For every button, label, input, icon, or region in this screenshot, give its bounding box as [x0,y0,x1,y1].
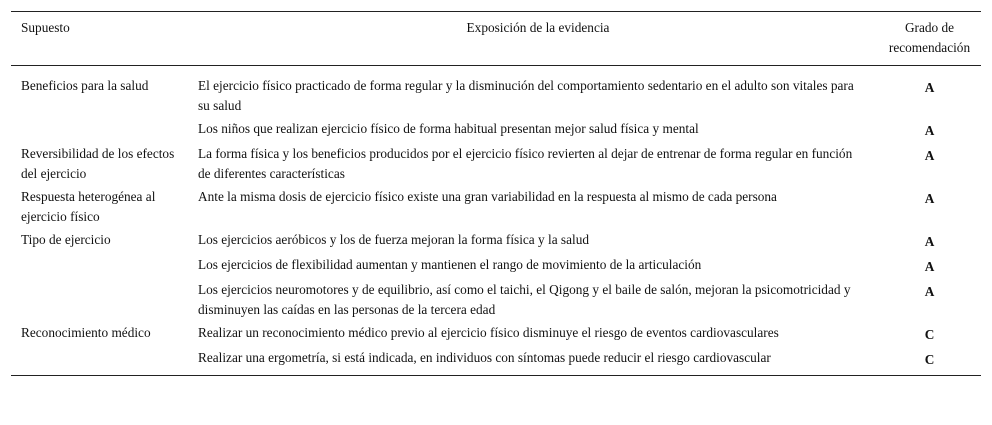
cell-grado [878,117,981,142]
cell-supuesto [11,117,198,142]
table-row [11,228,981,253]
cell-grado [878,185,981,228]
cell-exposicion: La forma física y los beneficios producidos por el ejercicio físico revierten al dejar de entrenar de forma regular en función de diferentes características [198,146,853,181]
cell-supuesto: Beneficios para la salud [21,78,149,93]
cell-supuesto: Respuesta heterogénea al ejercicio físico [21,189,156,224]
header-grado-line1: Grado de [904,20,955,35]
cell-grado [878,346,981,376]
cell-exposicion: El ejercicio físico practicado de forma regular y la disminución del comportamiento sedentario en el adulto son vitales para su salud [198,78,854,113]
cell-grado [878,253,981,278]
cell-grado [878,66,981,118]
table-row [11,253,981,278]
table-row [11,117,981,142]
cell-supuesto: Reversibilidad de los efectos del ejercicio [21,146,175,181]
grade-value: A [924,191,935,206]
evidence-table-container [11,11,981,376]
header-grado [878,12,981,66]
grade-value: A [924,148,935,163]
grade-value: A [924,80,935,95]
grade-value: A [924,123,935,138]
cell-exposicion: Los ejercicios de flexibilidad aumentan y mantienen el rango de movimiento de la articulación [198,257,702,272]
cell-exposicion: Los niños que realizan ejercicio físico de forma habitual presentan mejor salud física y mental [198,121,699,136]
cell-exposicion: Los ejercicios aeróbicos y los de fuerza mejoran la forma física y la salud [198,232,589,247]
header-exposicion: Exposición de la evidencia [466,20,610,35]
table-row [11,142,981,185]
table-body [11,66,981,376]
header-supuesto: Supuesto [21,20,70,35]
cell-supuesto: Tipo de ejercicio [21,232,111,247]
table-row [11,346,981,376]
grade-value: A [924,284,935,299]
cell-exposicion: Ante la misma dosis de ejercicio físico existe una gran variabilidad en la respuesta al mismo de cada persona [198,189,777,204]
table-header [11,12,981,66]
cell-supuesto: Reconocimiento médico [21,325,151,340]
header-row [11,12,981,66]
cell-grado [878,228,981,253]
table-row [11,321,981,346]
cell-grado [878,142,981,185]
grade-value: A [924,259,935,274]
table-row [11,185,981,228]
evidence-table [11,11,981,376]
grade-value: C [924,327,935,342]
cell-grado [878,278,981,321]
cell-exposicion: Realizar un reconocimiento médico previo al ejercicio físico disminuye el riesgo de eventos cardiovasculares [198,325,779,340]
grade-value: C [924,352,935,367]
cell-grado [878,321,981,346]
cell-exposicion: Realizar una ergometría, si está indicada, en individuos con síntomas puede reducir el riesgo cardiovascular [198,350,771,365]
header-grado-line2: recomendación [888,40,971,55]
cell-supuesto [11,253,198,278]
cell-exposicion: Los ejercicios neuromotores y de equilibrio, así como el taichi, el Qigong y el baile de salón, mejoran la psicomotricidad y disminuyen las caídas en las personas de la tercera edad [198,282,851,317]
cell-supuesto [11,346,198,376]
table-row [11,278,981,321]
cell-supuesto [11,278,198,321]
table-row [11,66,981,118]
grade-value: A [924,234,935,249]
